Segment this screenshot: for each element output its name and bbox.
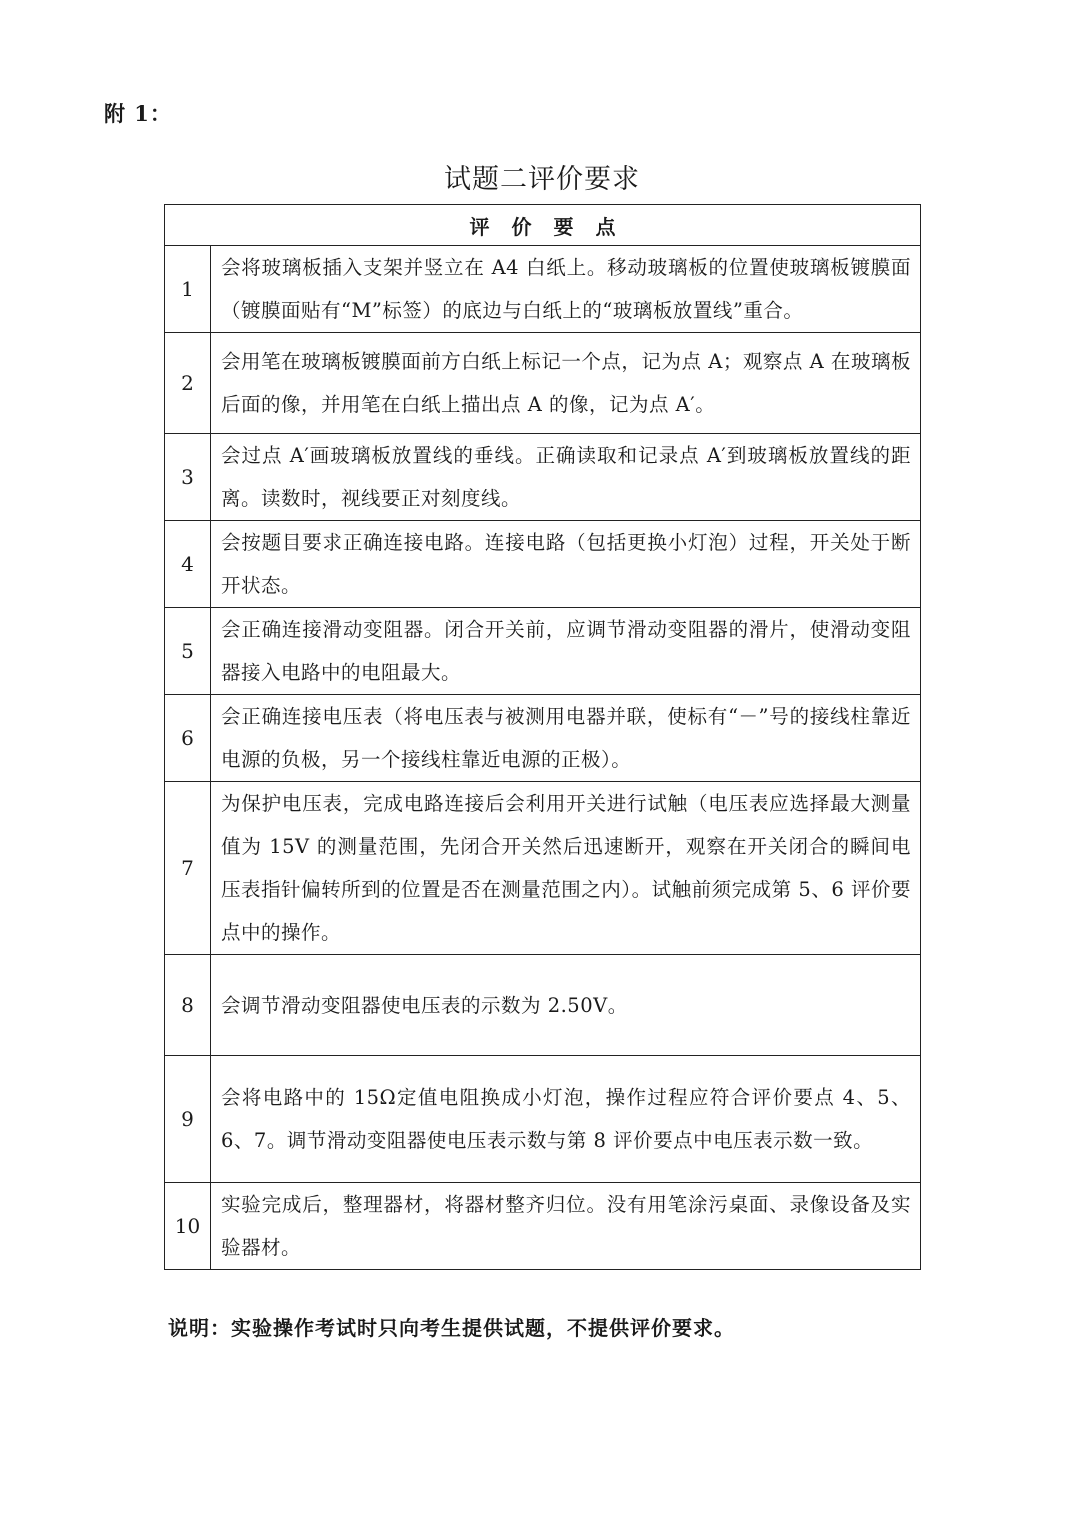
row-number: 4 xyxy=(165,521,211,608)
row-text: 会正确连接电压表（将电压表与被测用电器并联，使标有“－”号的接线柱靠近电源的负极，另一个接线柱靠近电源的正极）。 xyxy=(211,695,921,782)
appendix-label: 附 1： xyxy=(104,101,172,126)
row-text: 会将电路中的 15Ω定值电阻换成小灯泡，操作过程应符合评价要点 4、5、6、7。调节滑动变阻器使电压表示数与第 8 评价要点中电压表示数一致。 xyxy=(211,1056,921,1183)
evaluation-table xyxy=(164,204,921,1270)
row-number: 8 xyxy=(165,955,211,1056)
row-number: 10 xyxy=(165,1183,211,1270)
table-row xyxy=(165,782,921,955)
row-text: 会过点 A′画玻璃板放置线的垂线。正确读取和记录点 A′到玻璃板放置线的距离。读数时，视线要正对刻度线。 xyxy=(211,434,921,521)
row-number: 5 xyxy=(165,608,211,695)
table-row xyxy=(165,695,921,782)
table-row xyxy=(165,246,921,333)
table-row xyxy=(165,1056,921,1183)
table-row xyxy=(165,521,921,608)
row-number: 2 xyxy=(165,333,211,434)
row-number: 3 xyxy=(165,434,211,521)
row-text: 会调节滑动变阻器使电压表的示数为 2.50V。 xyxy=(211,955,921,1056)
row-number: 9 xyxy=(165,1056,211,1183)
table-row xyxy=(165,333,921,434)
document-title: 试题二评价要求 xyxy=(444,164,640,195)
table-row xyxy=(165,608,921,695)
table-row xyxy=(165,955,921,1056)
row-text: 会将玻璃板插入支架并竖立在 A4 白纸上。移动玻璃板的位置使玻璃板镀膜面（镀膜面贴有“M”标签）的底边与白纸上的“玻璃板放置线”重合。 xyxy=(211,246,921,333)
row-number: 6 xyxy=(165,695,211,782)
row-text: 为保护电压表，完成电路连接后会利用开关进行试触（电压表应选择最大测量值为 15V 的测量范围，先闭合开关然后迅速断开，观察在开关闭合的瞬间电压表指针偏转所到的位置是否在测量范围之内）。试触前须完成第 5、6 评价要点中的操作。 xyxy=(211,782,921,955)
row-text: 实验完成后，整理器材，将器材整齐归位。没有用笔涂污桌面、录像设备及实验器材。 xyxy=(211,1183,921,1270)
table-row xyxy=(165,1183,921,1270)
row-text: 会正确连接滑动变阻器。闭合开关前，应调节滑动变阻器的滑片，使滑动变阻器接入电路中的电阻最大。 xyxy=(211,608,921,695)
table-header: 评价要点 xyxy=(165,205,921,246)
table-header-row xyxy=(165,205,921,246)
row-text: 会用笔在玻璃板镀膜面前方白纸上标记一个点，记为点 A；观察点 A 在玻璃板后面的像，并用笔在白纸上描出点 A 的像，记为点 A′。 xyxy=(211,333,921,434)
row-number: 7 xyxy=(165,782,211,955)
footnote: 说明：实验操作考试时只向考生提供试题，不提供评价要求。 xyxy=(168,1316,735,1340)
row-text: 会按题目要求正确连接电路。连接电路（包括更换小灯泡）过程，开关处于断开状态。 xyxy=(211,521,921,608)
row-number: 1 xyxy=(165,246,211,333)
table-row xyxy=(165,434,921,521)
